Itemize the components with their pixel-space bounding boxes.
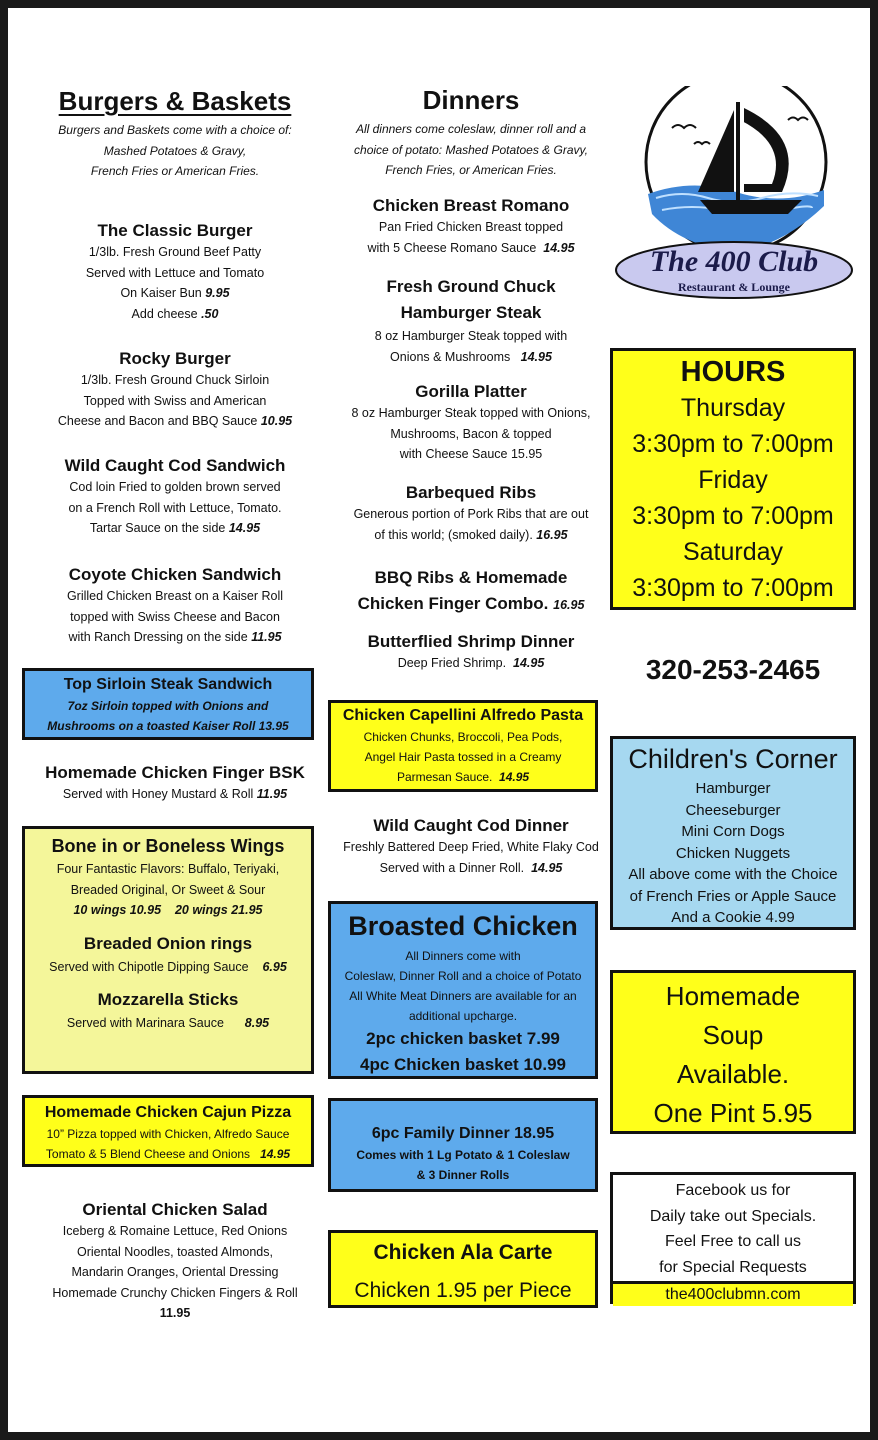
phone-number[interactable]: 320-253-2465 xyxy=(645,654,821,685)
item-name: Butterflied Shrimp Dinner xyxy=(367,632,575,651)
menu-item-oriental-salad: Oriental Chicken Salad Iceberg & Romaine Lettuce, Red Onions Oriental Noodles, toasted Almonds, Mandarin Oranges, Oriental Dressing Homemade Crunchy Chicken Fingers & Roll 11.95 xyxy=(30,1199,320,1324)
item-price: 11.95 xyxy=(251,630,282,644)
sirloin-box: Top Sirloin Steak Sandwich 7oz Sirloin topped with Onions and Mushrooms on a toasted Kaiser Roll 13.95 xyxy=(22,668,314,740)
item-price: 14.95 xyxy=(260,1147,291,1161)
item-name: Chicken Ala Carte xyxy=(373,1241,553,1264)
dinners-section: Dinners All dinners come coleslaw, dinner roll and a choice of potato: Mashed Potatoes & Gravy, French Fries, or American Fries. xyxy=(336,85,606,181)
item-price: 16.95 xyxy=(536,527,568,542)
item-price: 14.95 xyxy=(513,656,545,670)
item-name: Wild Caught Cod Sandwich xyxy=(64,456,286,475)
menu-item-rocky-burger: Rocky Burger 1/3lb. Fresh Ground Chuck Sirloin Topped with Swiss and American Cheese and Bacon and BBQ Sauce 10.95 xyxy=(30,348,320,432)
burgers-title: Burgers & Baskets xyxy=(58,86,292,116)
menu-item-classic-burger: The Classic Burger 1/3lb. Fresh Ground Beef Patty Served with Lettuce and Tomato On Kaiser Bun 9.95 Add cheese .50 xyxy=(30,220,320,324)
item-name: Rocky Burger xyxy=(119,349,231,368)
item-price: 13.95 xyxy=(258,719,289,733)
burgers-subtitle: Burgers and Baskets come with a choice of: Mashed Potatoes & Gravy, French Fries or American Fries. xyxy=(58,123,292,178)
hours-box: HOURS Thursday 3:30pm to 7:00pm Friday 3:30pm to 7:00pm Saturday 3:30pm to 7:00pm xyxy=(610,348,856,610)
hours-title: HOURS xyxy=(680,356,786,388)
item-name: Wild Caught Cod Dinner xyxy=(373,816,569,835)
item-price: Chicken 1.95 per Piece xyxy=(354,1279,572,1302)
item-name: Gorilla Platter xyxy=(415,382,527,401)
item-name: Breaded Onion rings xyxy=(83,933,253,953)
logo-brand: The 400 Club xyxy=(649,245,819,278)
menu-item-chicken-romano: Chicken Breast Romano Pan Fried Chicken Breast topped with 5 Cheese Romano Sauce 14.95 xyxy=(336,195,606,258)
item-price: 10.95 xyxy=(260,414,293,428)
item-price: 14.95 xyxy=(543,240,575,255)
item-price: 16.95 xyxy=(553,598,585,612)
item-price: 8.95 xyxy=(244,1016,270,1030)
menu-item-shrimp: Butterflied Shrimp Dinner Deep Fried Shrimp. 14.95 xyxy=(336,631,606,674)
item-price: 14.95 xyxy=(228,521,261,535)
facebook-box: Facebook us for Daily take out Specials. Feel Free to call us for Special Requests the400clubmn.com xyxy=(610,1172,856,1304)
item-name: Fresh Ground Chuck xyxy=(386,277,556,296)
childrens-corner-box: Children's Corner Hamburger Cheeseburger Mini Corn Dogs Chicken Nuggets All above come with the Choice of French Fries or Apple Sauce And a Cookie 4.99 xyxy=(610,736,856,930)
menu-item-hamburger-steak: Fresh Ground Chuck Hamburger Steak 8 oz Hamburger Steak topped with Onions & Mushrooms 14.95 xyxy=(336,274,606,367)
item-name: The Classic Burger xyxy=(97,221,253,240)
item-name: Chicken Breast Romano xyxy=(372,196,570,215)
menu-item-chicken-finger: Homemade Chicken Finger BSK Served with Honey Mustard & Roll 11.95 xyxy=(30,762,320,805)
item-price: 14.95 xyxy=(520,349,552,364)
logo-subtitle: Restaurant & Lounge xyxy=(677,280,790,294)
item-name: Bone in or Boneless Wings xyxy=(51,836,285,856)
menu-item-cod-dinner: Wild Caught Cod Dinner Freshly Battered Deep Fried, White Flaky Cod Served with a Dinner Roll. 14.95 xyxy=(336,815,606,878)
alfredo-box: Chicken Capellini Alfredo Pasta Chicken Chunks, Broccoli, Pea Pods, Angel Hair Pasta tossed in a Creamy Parmesan Sauce. 14.95 xyxy=(328,700,598,792)
item-name: 6pc Family Dinner 18.95 xyxy=(371,1125,555,1142)
restaurant-logo xyxy=(612,86,856,308)
item-name: Mozzarella Sticks xyxy=(97,990,239,1009)
item-price: 11.95 xyxy=(159,1306,191,1320)
website-link[interactable]: the400clubmn.com xyxy=(613,1281,853,1306)
item-name: Barbequed Ribs xyxy=(405,483,537,502)
extra-price: .50 xyxy=(201,306,219,321)
broasted-title: Broasted Chicken xyxy=(348,911,578,941)
menu-item-cod-sandwich: Wild Caught Cod Sandwich Cod loin Fried to golden brown served on a French Roll with Lettuce, Tomato. Tartar Sauce on the side 14.95 xyxy=(30,455,320,539)
item-name: Homemade Chicken Cajun Pizza xyxy=(44,1104,292,1121)
item-price: 9.95 xyxy=(205,286,230,300)
childrens-corner-title: Children's Corner xyxy=(628,744,838,774)
dinners-title: Dinners xyxy=(422,85,520,115)
item-price: 6.95 xyxy=(262,959,287,974)
item-name: Top Sirloin Steak Sandwich xyxy=(63,676,273,693)
menu-page xyxy=(8,8,870,1432)
pizza-box: Homemade Chicken Cajun Pizza 10” Pizza topped with Chicken, Alfredo Sauce Tomato & 5 Blend Cheese and Onions 14.95 xyxy=(22,1095,314,1167)
burgers-section xyxy=(30,86,320,182)
item-price: 11.95 xyxy=(256,787,288,801)
item-name: BBQ Ribs & Homemade xyxy=(374,568,568,587)
item-price: 14.95 xyxy=(531,860,563,875)
item-price: 14.95 xyxy=(499,770,530,784)
menu-item-coyote-chicken: Coyote Chicken Sandwich Grilled Chicken Breast on a Kaiser Roll topped with Swiss Cheese and Bacon with Ranch Dressing on the side 11.95 xyxy=(30,564,320,648)
broasted-box: Broasted Chicken All Dinners come with Coleslaw, Dinner Roll and a choice of Potato All White Meat Dinners are available for an additional upcharge. 2pc chicken basket 7.99 4pc Chicken basket 10.99 xyxy=(328,901,598,1079)
item-name: Coyote Chicken Sandwich xyxy=(68,565,282,584)
item-name: Chicken Capellini Alfredo Pasta xyxy=(342,707,584,724)
menu-item-ribs: Barbequed Ribs Generous portion of Pork Ribs that are out of this world; (smoked daily). 16.95 xyxy=(336,482,606,545)
alacarte-box xyxy=(328,1230,598,1308)
soup-box: Homemade Soup Available. One Pint 5.95 xyxy=(610,970,856,1134)
menu-item-ribs-combo: BBQ Ribs & Homemade Chicken Finger Combo. 16.95 xyxy=(336,565,606,618)
family-box: 6pc Family Dinner 18.95 Comes with 1 Lg Potato & 1 Coleslaw & 3 Dinner Rolls xyxy=(328,1098,598,1192)
menu-item-gorilla-platter: Gorilla Platter 8 oz Hamburger Steak topped with Onions, Mushrooms, Bacon & topped with Cheese Sauce 15.95 xyxy=(336,381,606,465)
item-name: Homemade Chicken Finger BSK xyxy=(45,763,305,782)
item-name: Oriental Chicken Salad xyxy=(82,1200,268,1219)
wings-box: Bone in or Boneless Wings Four Fantastic Flavors: Buffalo, Teriyaki, Breaded Original, Or Sweet & Sour 10 wings 10.95 20 wings 21.95 Breaded Onion rings Served with Chipotle Dipping Sauce 6.95 Mozzarella Sticks Served with Marinara Sauce 8.95 xyxy=(22,826,314,1074)
